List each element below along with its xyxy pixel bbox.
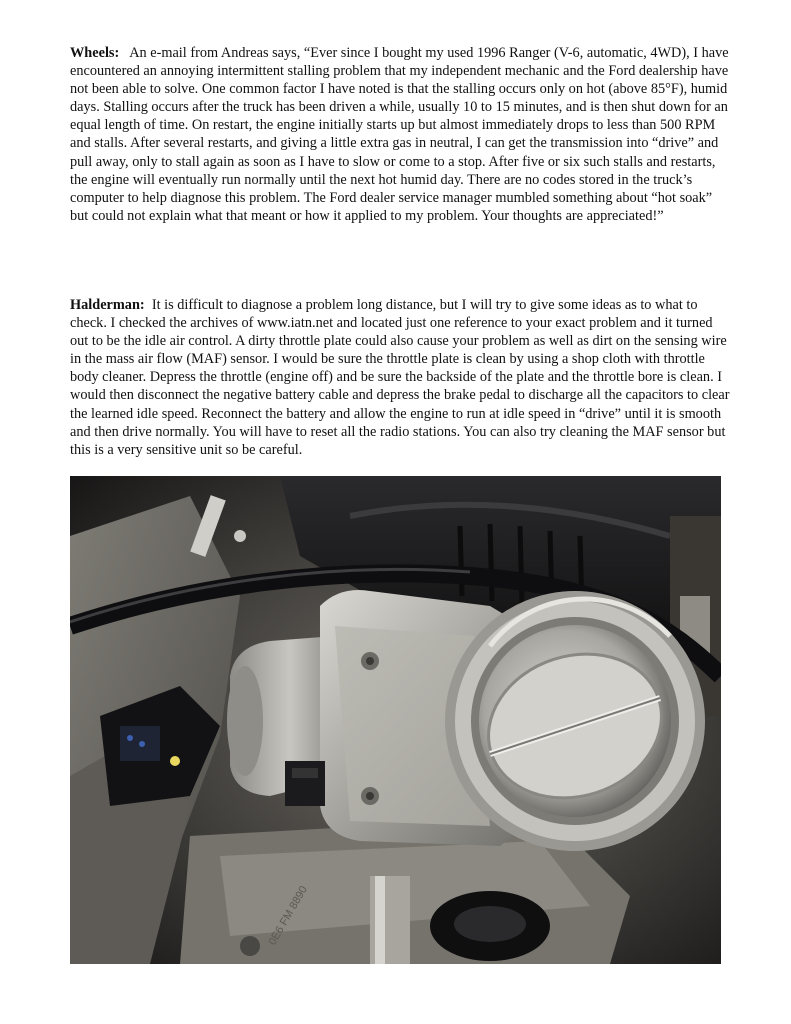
- answer-speaker: Halderman:: [70, 297, 145, 313]
- question-speaker: Wheels:: [70, 45, 120, 61]
- question-text: An e-mail from Andreas says, “Ever since I bought my used 1996 Ranger (V-6, automatic, 4WD), I have encountered an annoying intermittent stalling problem that my independent mechanic and the Ford dealership have not been able to solve. One common factor I have noted is that the stalling occurs only on hot (above 85°F), humid days. Stalling occurs after the truck has been driven a while, usually 10 to 15 minutes, and is then shut down for an equal length of time. On restart, the engine initially starts up but almost immediately drops to less than 500 RPM and stalls. After several restarts, and giving a little extra gas in neutral, I can get the transmission into “drive” and pull away, only to stall again as soon as I have to slow or come to a stop. After five or six such stalls and restarts, the engine will eventually run normally until the next hot humid day. There are no codes stored in the truck’s computer to help diagnose this problem. The Ford dealer service manager mumbled something about “hot soak” but could not explain what that meant or how it applied to my problem. Your thoughts are appreciated!”: [70, 45, 729, 224]
- engine-throttle-body-photo: [70, 476, 721, 964]
- answer-text: It is difficult to diagnose a problem long distance, but I will try to give some ideas as to what to check. I checked the archives of www.iatn.net and located just one reference to your exact problem and it turned out to be the idle air control. A dirty throttle plate could also cause your problem as well as dirt on the sensing wire in the mass air flow (MAF) sensor. I would be sure the throttle plate is clean by using a shop cloth with throttle body cleaner. Depress the throttle (engine off) and be sure the backside of the plate and the throttle bore is clean. I would then disconnect the negative battery cable and depress the brake pedal to discharge all the capacitors to clear the learned idle speed. Reconnect the battery and allow the engine to run at idle speed in “drive” until it is smooth and then drive normally. You will have to reset all the radio stations. You can also try cleaning the MAF sensor but this is a very sensitive unit so be careful.: [70, 297, 730, 458]
- question-paragraph: [70, 44, 730, 225]
- casting-stamp-text: 0E6 FM 8890: [266, 884, 310, 948]
- answer-paragraph: [70, 296, 730, 459]
